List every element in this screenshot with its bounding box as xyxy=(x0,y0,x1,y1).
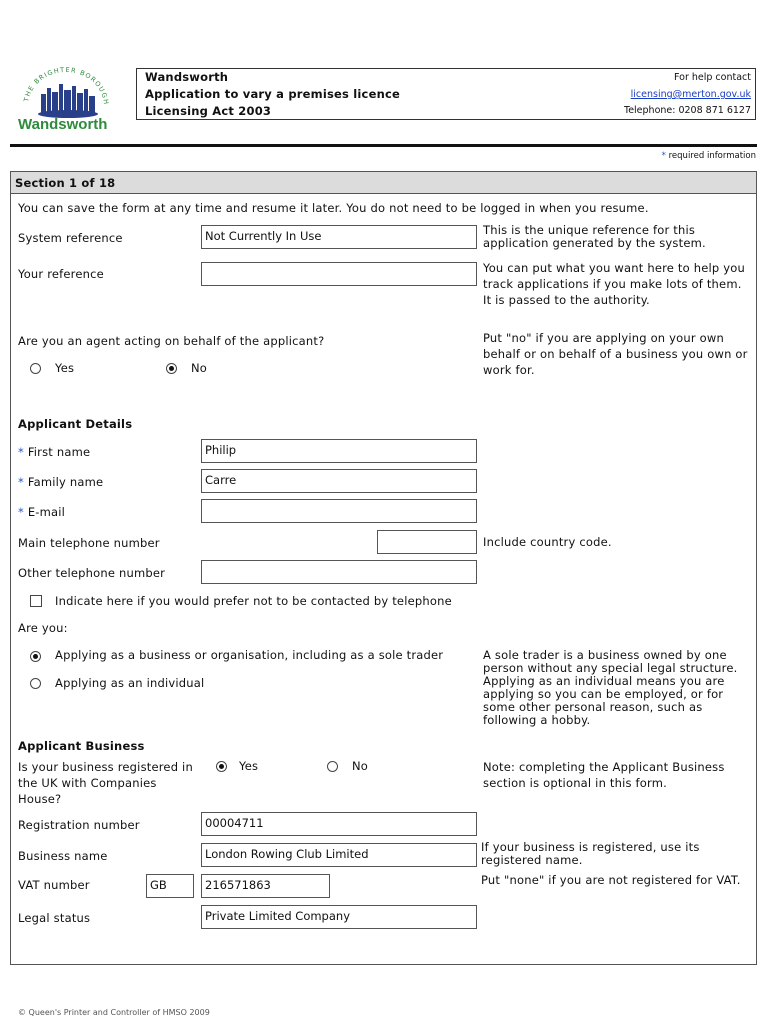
registration-number-field[interactable]: 00004711 xyxy=(201,812,477,836)
required-note-text: required information xyxy=(668,151,756,161)
registration-number-label: Registration number xyxy=(18,818,140,832)
email-label-text: E-mail xyxy=(27,505,66,519)
vat-help: Put "none" if you are not registered for VAT. xyxy=(481,873,741,887)
logo-arc-text: THE BRIGHTER BOROUGH xyxy=(22,66,111,106)
required-note xyxy=(662,151,756,161)
companies-house-yes-radio[interactable] xyxy=(216,761,227,772)
section-intro: You can save the form at any time and resume it later. You do not need to be logged in when you resume. xyxy=(18,201,649,215)
applying-as-business-label[interactable]: Applying as a business or organisation, including as a sole trader xyxy=(55,648,444,662)
vat-number-label: VAT number xyxy=(18,878,90,892)
section-title-bar xyxy=(10,171,757,194)
your-reference-field[interactable] xyxy=(201,262,477,286)
section-title: Section 1 of 18 xyxy=(15,176,116,190)
your-reference-help: You can put what you want here to help you track applications if you make lots of them. It is passed to the authority. xyxy=(483,261,745,307)
business-name-label: Business name xyxy=(18,849,108,863)
required-star: * xyxy=(661,151,666,161)
first-name-field[interactable]: Philip xyxy=(201,439,477,463)
family-name-label-text: Family name xyxy=(27,475,104,489)
form-title: Application to vary a premises licence xyxy=(145,87,400,101)
no-phone-contact-label[interactable]: Indicate here if you would prefer not to be contacted by telephone xyxy=(55,594,452,608)
wandsworth-logo xyxy=(14,66,120,136)
required-star: * xyxy=(18,505,24,519)
help-email-link[interactable]: licensing@merton.gov.uk xyxy=(630,89,751,100)
vat-number-field[interactable]: 216571863 xyxy=(201,874,330,898)
companies-house-no-label[interactable]: No xyxy=(352,759,369,773)
legal-status-field[interactable]: Private Limited Company xyxy=(201,905,477,929)
applying-as-individual-label[interactable]: Applying as an individual xyxy=(55,676,205,690)
required-star: * xyxy=(18,445,24,459)
act-name: Licensing Act 2003 xyxy=(145,104,272,118)
are-you-help: A sole trader is a business owned by one person without any special legal structure. Applying as an individual means you are applying so you can be employed, or for some other personal reason, such as following a hobby. xyxy=(483,648,738,727)
companies-house-no-radio[interactable] xyxy=(327,761,338,772)
business-name-field[interactable]: London Rowing Club Limited xyxy=(201,843,477,867)
companies-house-yes-label[interactable]: Yes xyxy=(239,759,259,773)
header-box xyxy=(136,68,756,120)
other-phone-label: Other telephone number xyxy=(18,566,166,580)
system-reference-help: This is the unique reference for this application generated by the system. xyxy=(483,223,706,250)
email-field[interactable] xyxy=(201,499,477,523)
vat-prefix-field[interactable]: GB xyxy=(146,874,194,898)
agent-no-label[interactable]: No xyxy=(191,361,208,375)
help-telephone: Telephone: 0208 871 6127 xyxy=(624,105,751,116)
applying-as-individual-radio[interactable] xyxy=(30,678,41,689)
first-name-label xyxy=(18,445,90,459)
other-phone-field[interactable] xyxy=(201,560,477,584)
main-phone-label: Main telephone number xyxy=(18,536,160,550)
main-phone-help: Include country code. xyxy=(483,535,612,549)
applying-as-business-radio[interactable] xyxy=(30,651,41,662)
applicant-details-heading: Applicant Details xyxy=(18,417,133,431)
business-name-help: If your business is registered, use its registered name. xyxy=(481,840,700,867)
main-phone-field[interactable] xyxy=(377,530,477,554)
system-reference-label: System reference xyxy=(18,231,123,245)
agent-question: Are you an agent acting on behalf of the applicant? xyxy=(18,334,325,348)
logo-word: Wandsworth xyxy=(18,116,108,133)
family-name-field[interactable]: Carre xyxy=(201,469,477,493)
agent-yes-label[interactable]: Yes xyxy=(55,361,75,375)
agent-yes-radio[interactable] xyxy=(30,363,41,374)
help-contact-label: For help contact xyxy=(674,72,751,83)
system-reference-field[interactable]: Not Currently In Use xyxy=(201,225,477,249)
applicant-business-help: Note: completing the Applicant Business section is optional in this form. xyxy=(483,760,725,790)
agent-help: Put "no" if you are applying on your own behalf or on behalf of a business you own or work for. xyxy=(483,331,748,377)
agent-no-radio[interactable] xyxy=(166,363,177,374)
no-phone-contact-checkbox[interactable] xyxy=(30,595,42,607)
email-label xyxy=(18,505,65,519)
applicant-business-heading: Applicant Business xyxy=(18,739,145,753)
required-star: * xyxy=(18,475,24,489)
your-reference-label: Your reference xyxy=(18,267,104,281)
companies-house-question: Is your business registered in the UK with Companies House? xyxy=(18,760,193,806)
footer-copyright: © Queen's Printer and Controller of HMSO 2009 xyxy=(18,1008,210,1017)
council-name: Wandsworth xyxy=(145,70,229,84)
family-name-label xyxy=(18,475,103,489)
header-divider xyxy=(10,144,757,147)
first-name-label-text: First name xyxy=(27,445,91,459)
legal-status-label: Legal status xyxy=(18,911,91,925)
are-you-label: Are you: xyxy=(18,621,68,635)
